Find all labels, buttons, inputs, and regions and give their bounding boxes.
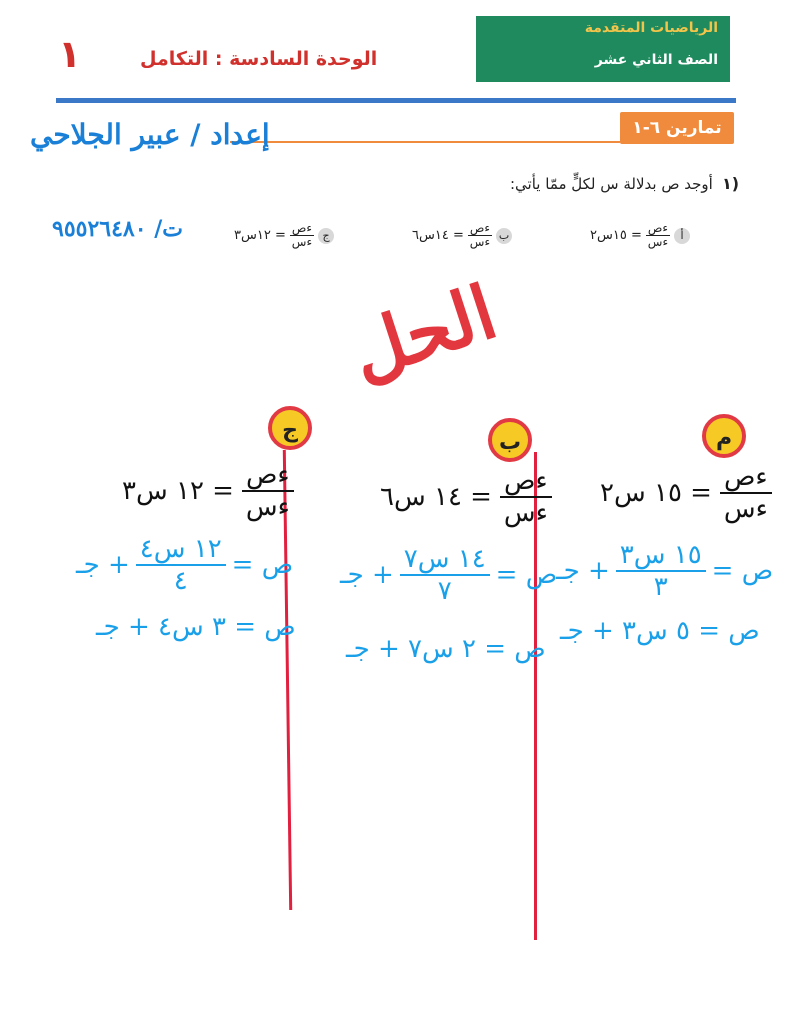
page-number: ١ <box>58 32 82 76</box>
problem-letter: ب <box>496 228 512 244</box>
solution-label-c: ج <box>268 406 312 450</box>
header-divider <box>56 98 736 103</box>
solution-a-step1: ص = $\frac{\text{١٥ س٣}}{٣}$ + جـ <box>556 540 774 602</box>
solution-label-b: ب <box>488 418 532 462</box>
derivative-fraction: $\frac{\text{ءص}}{\text{ءس}}$ <box>291 221 313 249</box>
problem-rhs: = ١٥س٢ <box>590 228 642 243</box>
subject-header-box <box>476 16 730 82</box>
solution-b-step1: ص = $\frac{\text{١٤ س٧}}{٧}$ + جـ <box>340 544 558 606</box>
solution-b-given: $\frac{\text{ءص}}{\text{ءس}}$ = ١٤ س٦ <box>380 466 552 528</box>
solution-b-step2: ص = ٢ س٧ + جـ <box>346 634 546 664</box>
derivative-fraction: $\frac{\text{ءص}}{\text{ءس}}$ <box>647 221 669 249</box>
solution-a-given: $\frac{\text{ءص}}{\text{ءس}}$ = ١٥ س٢ <box>600 462 772 524</box>
solution-c-given: $\frac{\text{ءص}}{\text{ءس}}$ = ١٢ س٣ <box>122 460 294 522</box>
problem-rhs: = ١٤س٦ <box>412 228 464 243</box>
section-divider <box>230 141 620 143</box>
problem-letter: أ <box>674 228 690 244</box>
derivative-fraction: $\frac{\text{ءص}}{\text{ءس}}$ <box>469 221 491 249</box>
subject-title: الرياضيات المتقدمة <box>584 20 718 36</box>
unit-title: الوحدة السادسة : التكامل <box>140 48 378 70</box>
solution-label-a: م <box>702 414 746 458</box>
problem-a <box>590 222 690 249</box>
solution-c-step1: ص = $\frac{\text{١٢ س٤}}{٤}$ + جـ <box>76 534 294 596</box>
solution-a-step2: ص = ٥ س٣ + جـ <box>560 616 760 646</box>
problem-rhs: = ١٢س٣ <box>234 228 286 243</box>
problem-c <box>234 222 334 249</box>
grade-title: الصف الثاني عشر <box>594 52 718 68</box>
exercise-section-label: تمارين ٦-١ <box>620 112 734 144</box>
phone-number: ت/ ٩٥٥٢٦٤٨٠ <box>52 216 183 242</box>
solution-heading: الحل <box>340 269 507 397</box>
question-number: ١) <box>722 174 740 193</box>
author-credit: إعداد / عبير الجلاحي <box>30 118 270 151</box>
problem-b <box>412 222 512 249</box>
problem-letter: ج <box>318 228 334 244</box>
solution-c-step2: ص = ٣ س٤ + جـ <box>96 612 296 642</box>
question-text: أوجد ص بدلالة س لكلٍّ ممّا يأتي: <box>510 175 713 193</box>
